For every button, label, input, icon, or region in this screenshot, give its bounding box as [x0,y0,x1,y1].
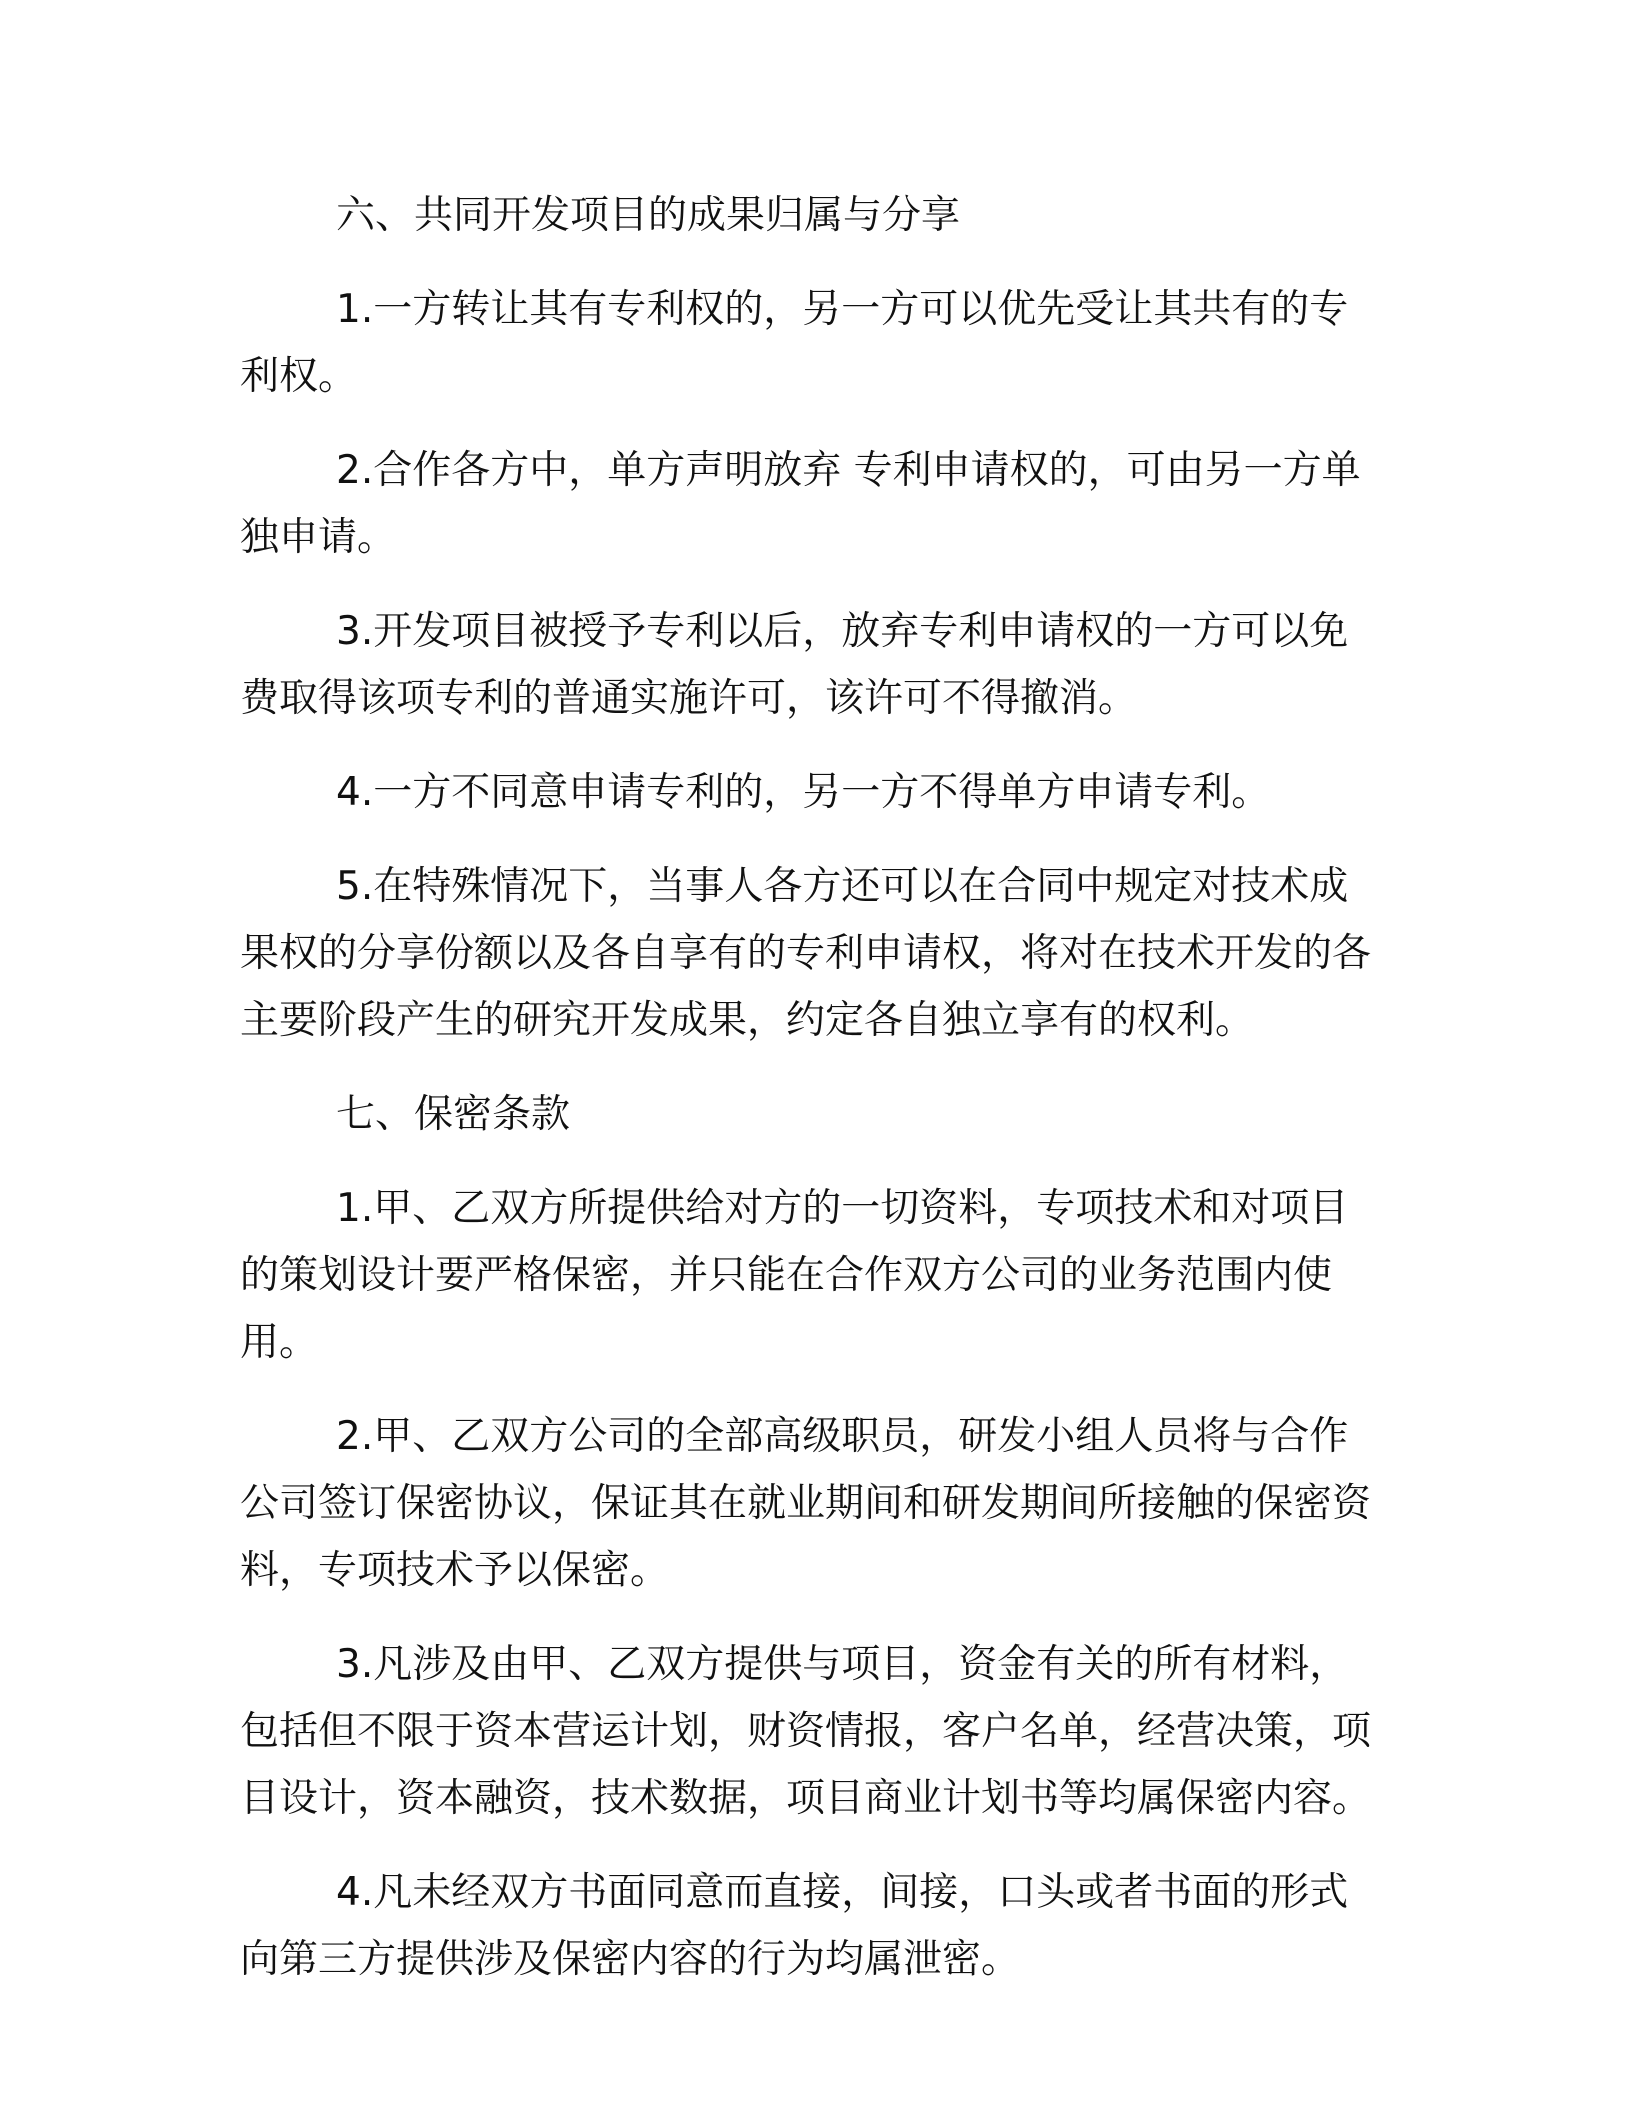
section6-clause-4: 4.一方不同意申请专利的，另一方不得单方申请专利。 [336,770,1271,815]
section-heading-6: 六、共同开发项目的成果归属与分享 [336,193,961,238]
section6-clause-5: 5.在特殊情况下，当事人各方还可以在合同中规定对技术成果权的分享份额以及各自享有的专利申请权，将对在技术开发的各主要阶段产生的研究开发成果，约定各自独立享有的权利。 [240,864,1372,1043]
section6-clause-2: 2.合作各方中，单方声明放弃 专利申请权的，可由另一方单独申请。 [240,448,1361,560]
document-body [240,182,1380,2020]
section7-clause-2: 2.甲、乙双方公司的全部高级职员，研发小组人员将与合作公司签订保密协议，保证其在就业期间和研发期间所接触的保密资料，专项技术予以保密。 [240,1414,1372,1593]
section7-clause-3: 3.凡涉及由甲、乙双方提供与项目，资金有关的所有材料，包括但不限于资本营运计划，财资情报，客户名单，经营决策，项目设计，资本融资，技术数据，项目商业计划书等均属保密内容。 [240,1642,1372,1821]
section7-clause-1: 1.甲、乙双方所提供给对方的一切资料，专项技术和对项目的策划设计要严格保密，并只能在合作双方公司的业务范围内使用。 [240,1186,1349,1365]
section-heading-7: 七、保密条款 [336,1092,571,1137]
section6-clause-3: 3.开发项目被授予专利以后，放弃专利申请权的一方可以免费取得该项专利的普通实施许可，该许可不得撤消。 [240,609,1349,721]
section7-clause-4: 4.凡未经双方书面同意而直接，间接，口头或者书面的形式向第三方提供涉及保密内容的行为均属泄密。 [240,1870,1349,1982]
section6-clause-1: 1.一方转让其有专利权的，另一方可以优先受让其共有的专利权。 [240,287,1349,399]
